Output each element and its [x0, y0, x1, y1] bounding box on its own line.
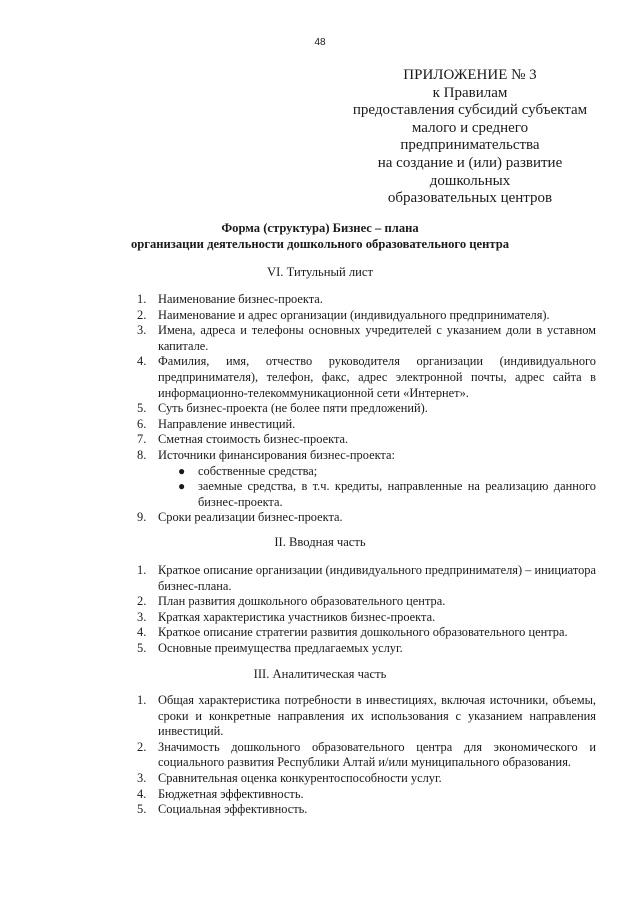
item-text: Имена, адреса и телефоны основных учредителей с указанием доли в уставном капитале.	[158, 323, 596, 353]
item-number: 1.	[137, 292, 147, 306]
list-item	[137, 625, 596, 641]
item-text: Краткое описание стратегии развития дошкольного образовательного центра.	[158, 625, 568, 640]
appendix-line: на создание и (или) развитие	[377, 154, 563, 171]
list-item	[137, 292, 596, 308]
list-item	[137, 308, 596, 324]
list-item	[137, 563, 596, 594]
item-number: 1.	[137, 563, 147, 577]
form-title-line2: организации деятельности дошкольного образовательного центра	[130, 237, 510, 251]
list-item	[137, 417, 596, 433]
item-text: Сроки реализации бизнес-проекта.	[158, 510, 343, 525]
list-item	[137, 432, 596, 448]
list-item	[137, 594, 596, 610]
appendix-line: предоставления субсидий субъектам	[352, 102, 588, 119]
list-item	[137, 401, 596, 417]
item-number: 2.	[137, 739, 147, 754]
appendix-line: предпринимательства	[400, 137, 540, 154]
list-item	[137, 610, 596, 626]
sub-item-text: собственные средства;	[198, 463, 318, 478]
sub-list-item	[158, 479, 596, 510]
item-text: Общая характеристика потребности в инвестициях, включая источники, объемы, сроки и конкретные направления их использования с указанием направления инвестиций.	[158, 693, 596, 739]
list-title-page	[137, 292, 596, 526]
item-text: Направление инвестиций.	[158, 416, 296, 431]
item-number: 9.	[137, 510, 147, 525]
form-title-line1: Форма (структура) Бизнес – плана	[221, 221, 419, 235]
sub-list-item	[158, 464, 596, 480]
list-item	[137, 802, 596, 818]
list-item	[137, 740, 596, 771]
sub-list	[158, 464, 596, 511]
item-number: 3.	[137, 323, 147, 338]
item-text: Наименование и адрес организации (индивидуального предпринимателя).	[158, 307, 550, 322]
item-text: Сметная стоимость бизнес-проекта.	[158, 432, 349, 447]
item-number: 4.	[137, 786, 147, 801]
item-text: Социальная эффективность.	[158, 802, 308, 817]
form-title	[0, 220, 640, 252]
item-text: Краткое описание организации (индивидуального предпринимателя) – инициатора бизнес-плана.	[158, 563, 596, 593]
item-number: 2.	[137, 594, 147, 609]
item-number: 4.	[137, 625, 147, 640]
bullet-icon: ●	[178, 479, 186, 494]
list-item	[137, 787, 596, 803]
section-title-introduction: II. Вводная часть	[274, 535, 366, 549]
appendix-heading	[320, 67, 620, 208]
list-item	[137, 771, 596, 787]
item-number: 8.	[137, 447, 147, 462]
appendix-line: малого и среднего	[411, 119, 529, 136]
bullet-icon: ●	[178, 463, 186, 478]
sub-item-text: заемные средства, в т.ч. кредиты, направленные на реализацию данного бизнес-проекта.	[198, 479, 596, 509]
item-number: 5.	[137, 640, 147, 655]
item-text: Значимость дошкольного образовательного центра для экономического и социального развития Республики Алтай и/или муниципального образования.	[158, 739, 596, 770]
list-analytical	[137, 693, 596, 818]
item-text: Основные преимущества предлагаемых услуг.	[158, 640, 403, 655]
list-introduction	[137, 563, 596, 657]
page-number: 48	[314, 37, 326, 48]
item-number: 3.	[137, 609, 147, 624]
appendix-line: к Правилам	[432, 84, 508, 101]
item-text: Источники финансирования бизнес-проекта:	[158, 447, 395, 462]
list-item	[137, 354, 596, 401]
list-item	[137, 323, 596, 354]
list-item	[137, 510, 596, 526]
list-item	[137, 448, 596, 510]
item-text: Суть бизнес-проекта (не более пяти предложений).	[158, 401, 428, 416]
item-text: Краткая характеристика участников бизнес-проекта.	[158, 609, 436, 624]
item-text: Фамилия, имя, отчество руководителя организации (индивидуального предпринимателя), телефон, факс, адрес электронной почты, адрес сайта в информационно-телекоммуникационной сети «Интернет».	[158, 354, 596, 400]
item-text: Наименование бизнес-проекта.	[158, 292, 323, 306]
section-title-title-page: VI. Титульный лист	[266, 265, 374, 279]
appendix-line: образовательных центров	[387, 190, 553, 207]
item-text: Бюджетная эффективность.	[158, 786, 304, 801]
list-item	[137, 641, 596, 657]
item-number: 1.	[137, 693, 147, 707]
section-title-analytical: III. Аналитическая часть	[253, 667, 387, 681]
appendix-line: дошкольных	[429, 172, 511, 189]
item-number: 6.	[137, 416, 147, 431]
list-item	[137, 693, 596, 740]
item-number: 5.	[137, 401, 147, 416]
item-text: Сравнительная оценка конкурентоспособности услуг.	[158, 770, 442, 785]
item-text: План развития дошкольного образовательного центра.	[158, 594, 446, 609]
appendix-line: ПРИЛОЖЕНИЕ № 3	[403, 67, 537, 83]
item-number: 7.	[137, 432, 147, 447]
item-number: 2.	[137, 307, 147, 322]
item-number: 4.	[137, 354, 147, 369]
item-number: 3.	[137, 770, 147, 785]
item-number: 5.	[137, 802, 147, 817]
